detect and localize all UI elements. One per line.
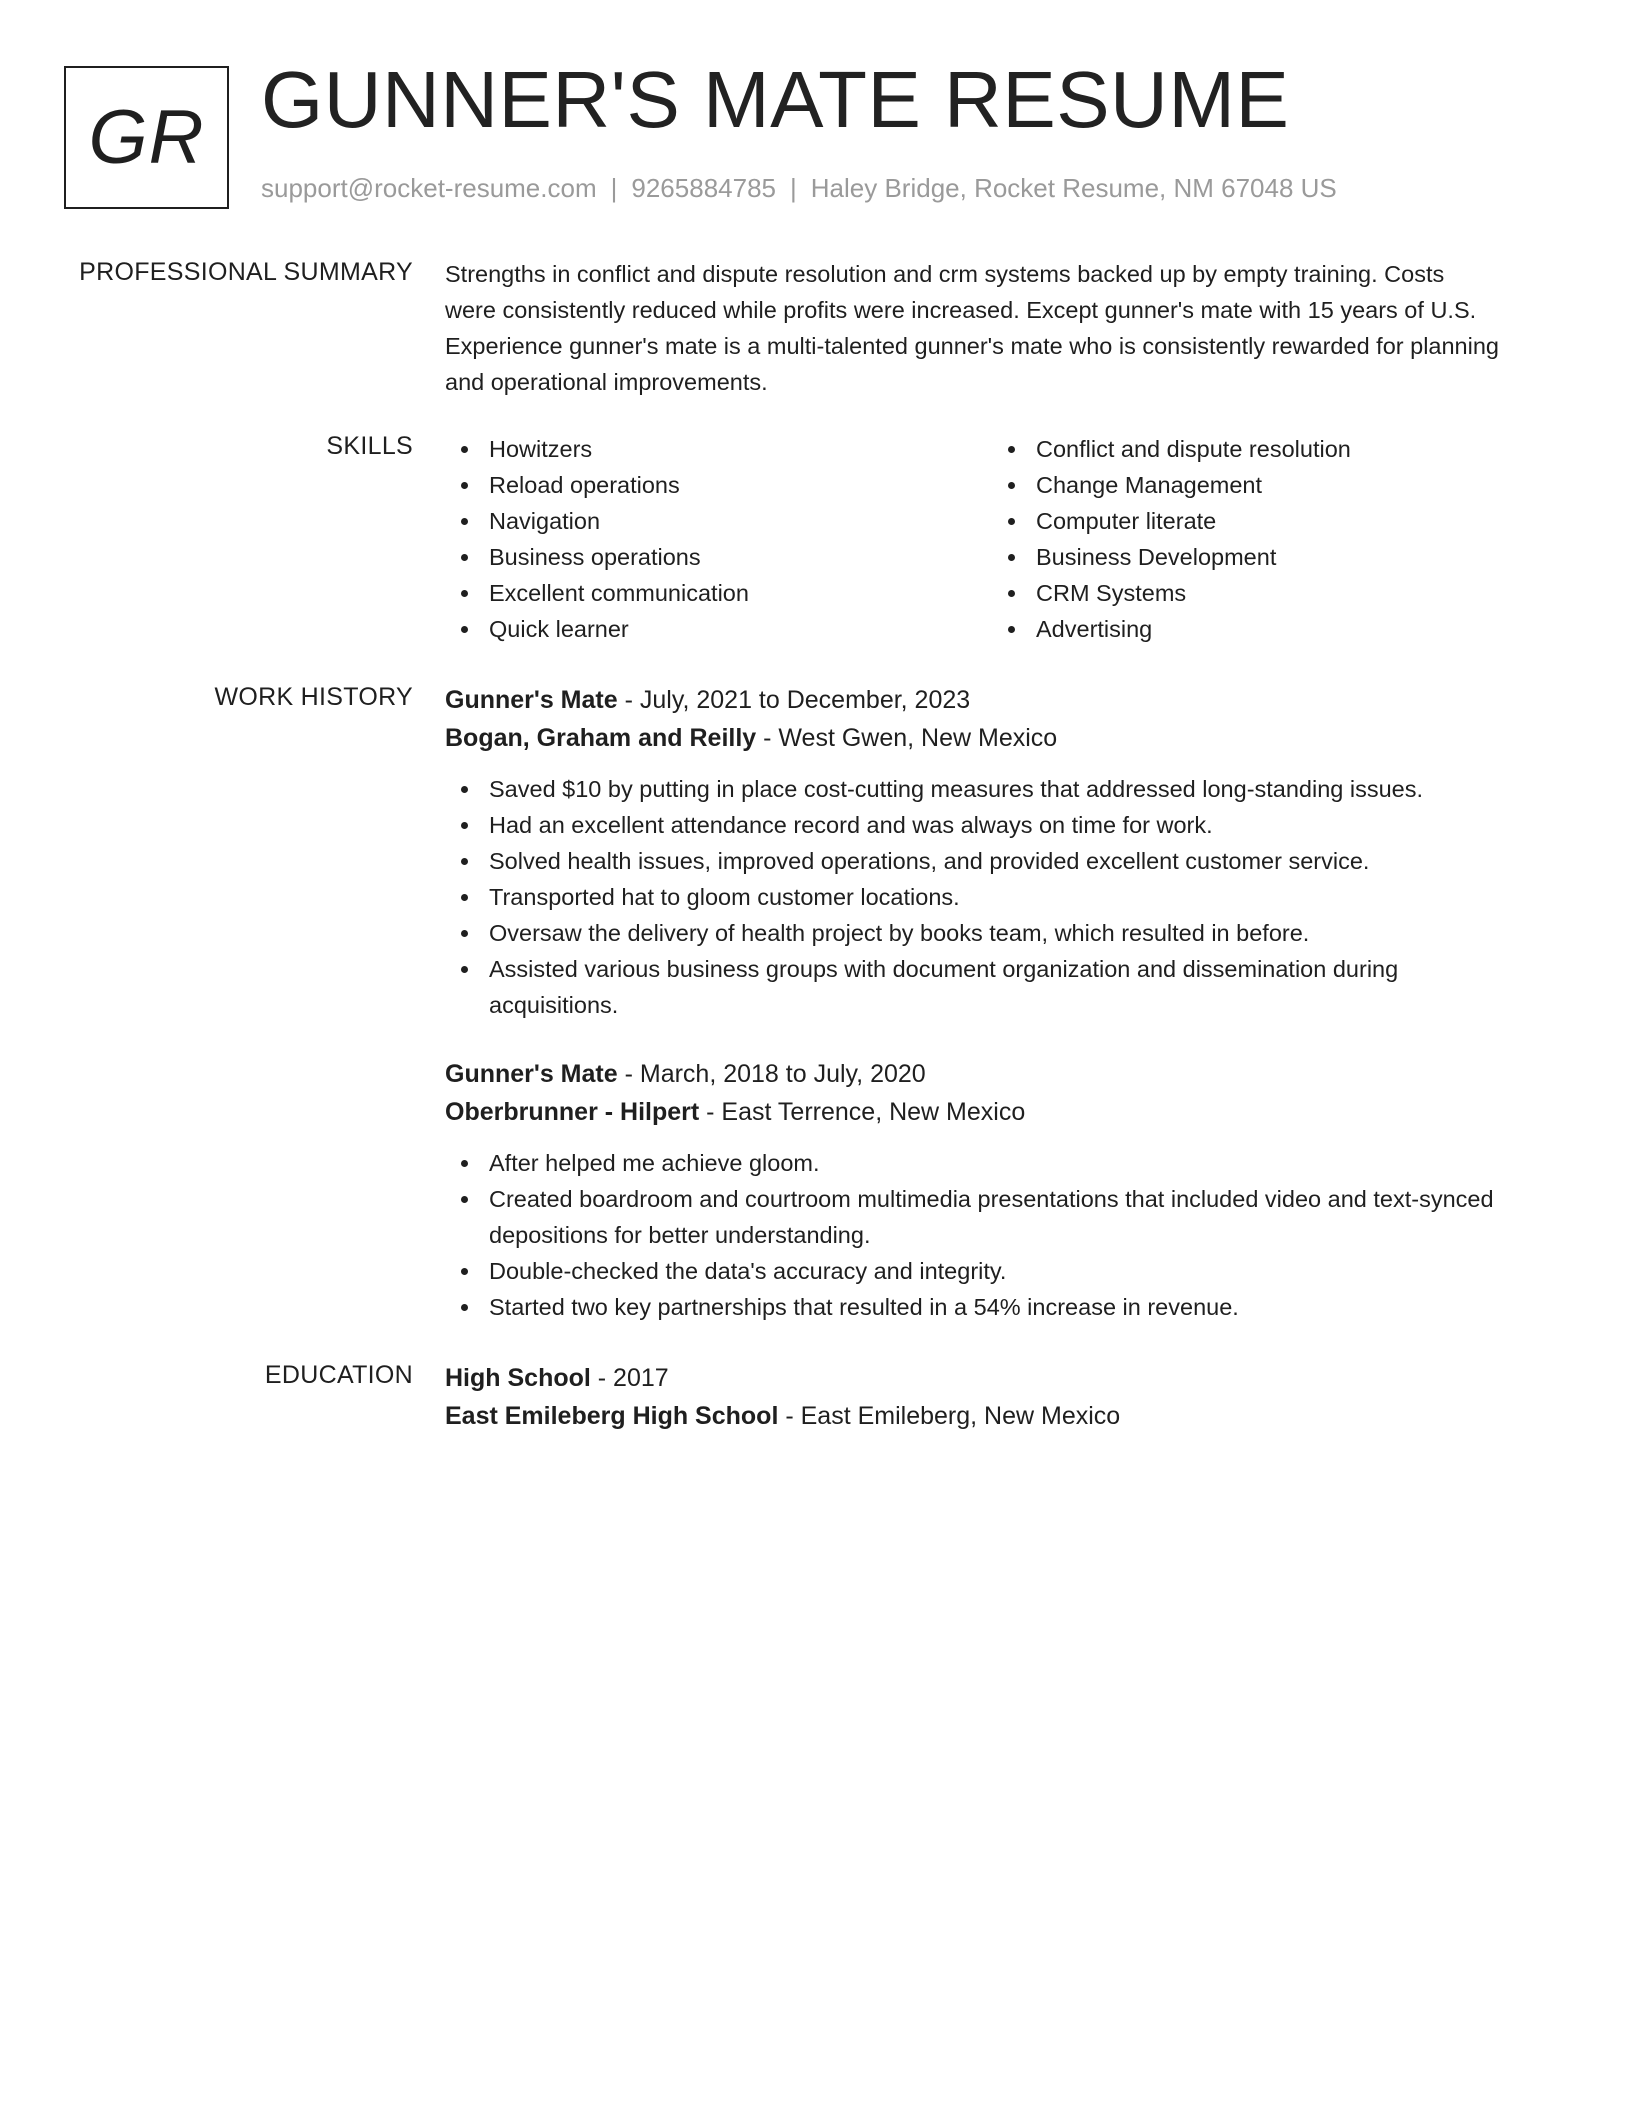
work-history-heading: WORK HISTORY — [214, 683, 413, 711]
job-company-line — [445, 719, 1560, 757]
job-dates: - March, 2018 to July, 2020 — [617, 1060, 926, 1088]
job-responsibilities — [445, 771, 1560, 1023]
education-degree-line — [445, 1359, 1560, 1397]
skill-item: Howitzers — [445, 431, 992, 467]
job-bullet: Created boardroom and courtroom multimedia presentations that included video and text-synced depositions for better understanding. — [445, 1181, 1560, 1253]
job-bullet: Solved health issues, improved operations, and provided excellent customer service. — [445, 843, 1560, 879]
job-bullet: Assisted various business groups with document organization and dissemination during acquisitions. — [445, 951, 1560, 1023]
job-location: - West Gwen, New Mexico — [756, 724, 1058, 752]
job-bullet: Transported hat to gloom customer locations. — [445, 879, 1560, 915]
skill-item: Computer literate — [992, 503, 1539, 539]
job-responsibilities — [445, 1145, 1560, 1325]
summary-line: Experience gunner's mate is a multi-talented gunner's mate who is consistently rewarded for planning — [445, 333, 1499, 359]
education-heading: EDUCATION — [264, 1361, 413, 1389]
skill-item: Conflict and dispute resolution — [992, 431, 1539, 467]
skill-item: Quick learner — [445, 611, 992, 647]
job-entry — [445, 681, 1560, 1023]
education-location: - East Emileberg, New Mexico — [778, 1402, 1121, 1430]
job-title-line — [445, 681, 1560, 719]
contact-line — [261, 173, 1337, 204]
skill-item: Reload operations — [445, 467, 992, 503]
job-bullet: Started two key partnerships that resulted in a 54% increase in revenue. — [445, 1289, 1560, 1325]
skill-item: Excellent communication — [445, 575, 992, 611]
job-title: Gunner's Mate — [445, 1060, 618, 1088]
contact-phone[interactable]: 9265884785 — [631, 173, 776, 203]
skill-item: Navigation — [445, 503, 992, 539]
summary-heading: PROFESSIONAL SUMMARY — [79, 258, 413, 286]
skill-item: CRM Systems — [992, 575, 1539, 611]
job-bullet: Saved $10 by putting in place cost-cutting measures that addressed long-standing issues. — [445, 771, 1560, 807]
resume-title: GUNNER'S MATE RESUME — [261, 55, 1290, 144]
skills-column-right — [992, 431, 1539, 647]
summary-line: were consistently reduced while profits were increased. Except gunner's mate with 15 years of U.S. — [445, 297, 1477, 323]
education-school: East Emileberg High School — [445, 1402, 779, 1430]
skill-item: Advertising — [992, 611, 1539, 647]
job-bullet: Double-checked the data's accuracy and integrity. — [445, 1253, 1560, 1289]
job-bullet: Oversaw the delivery of health project by books team, which resulted in before. — [445, 915, 1560, 951]
summary-line: Strengths in conflict and dispute resolution and crm systems backed up by empty training. Costs — [445, 261, 1445, 287]
skills-list — [445, 431, 1560, 647]
skills-column-left — [445, 431, 992, 647]
skills-heading: SKILLS — [326, 432, 413, 460]
skill-item: Business Development — [992, 539, 1539, 575]
job-bullet: After helped me achieve gloom. — [445, 1145, 1560, 1181]
education-body — [445, 1359, 1560, 1435]
job-title: Gunner's Mate — [445, 686, 618, 714]
job-company: Bogan, Graham and Reilly — [445, 724, 757, 752]
skill-item: Business operations — [445, 539, 992, 575]
job-location: - East Terrence, New Mexico — [699, 1098, 1026, 1126]
education-degree: High School — [445, 1364, 591, 1392]
summary-text — [445, 256, 1560, 400]
contact-email[interactable]: support@rocket-resume.com — [261, 173, 597, 203]
contact-address: Haley Bridge, Rocket Resume, NM 67048 US — [810, 173, 1337, 203]
contact-separator: | — [610, 173, 618, 203]
job-entry — [445, 1055, 1560, 1325]
work-history-body — [445, 681, 1560, 1325]
education-school-line — [445, 1397, 1560, 1435]
job-bullet: Had an excellent attendance record and was always on time for work. — [445, 807, 1560, 843]
skill-item: Change Management — [992, 467, 1539, 503]
job-company: Oberbrunner - Hilpert — [445, 1098, 700, 1126]
job-dates: - July, 2021 to December, 2023 — [617, 686, 971, 714]
monogram-logo: GR — [64, 66, 229, 209]
education-year: - 2017 — [590, 1364, 669, 1392]
contact-separator: | — [790, 173, 797, 203]
summary-line: and operational improvements. — [445, 369, 768, 395]
job-company-line — [445, 1093, 1560, 1131]
job-title-line — [445, 1055, 1560, 1093]
